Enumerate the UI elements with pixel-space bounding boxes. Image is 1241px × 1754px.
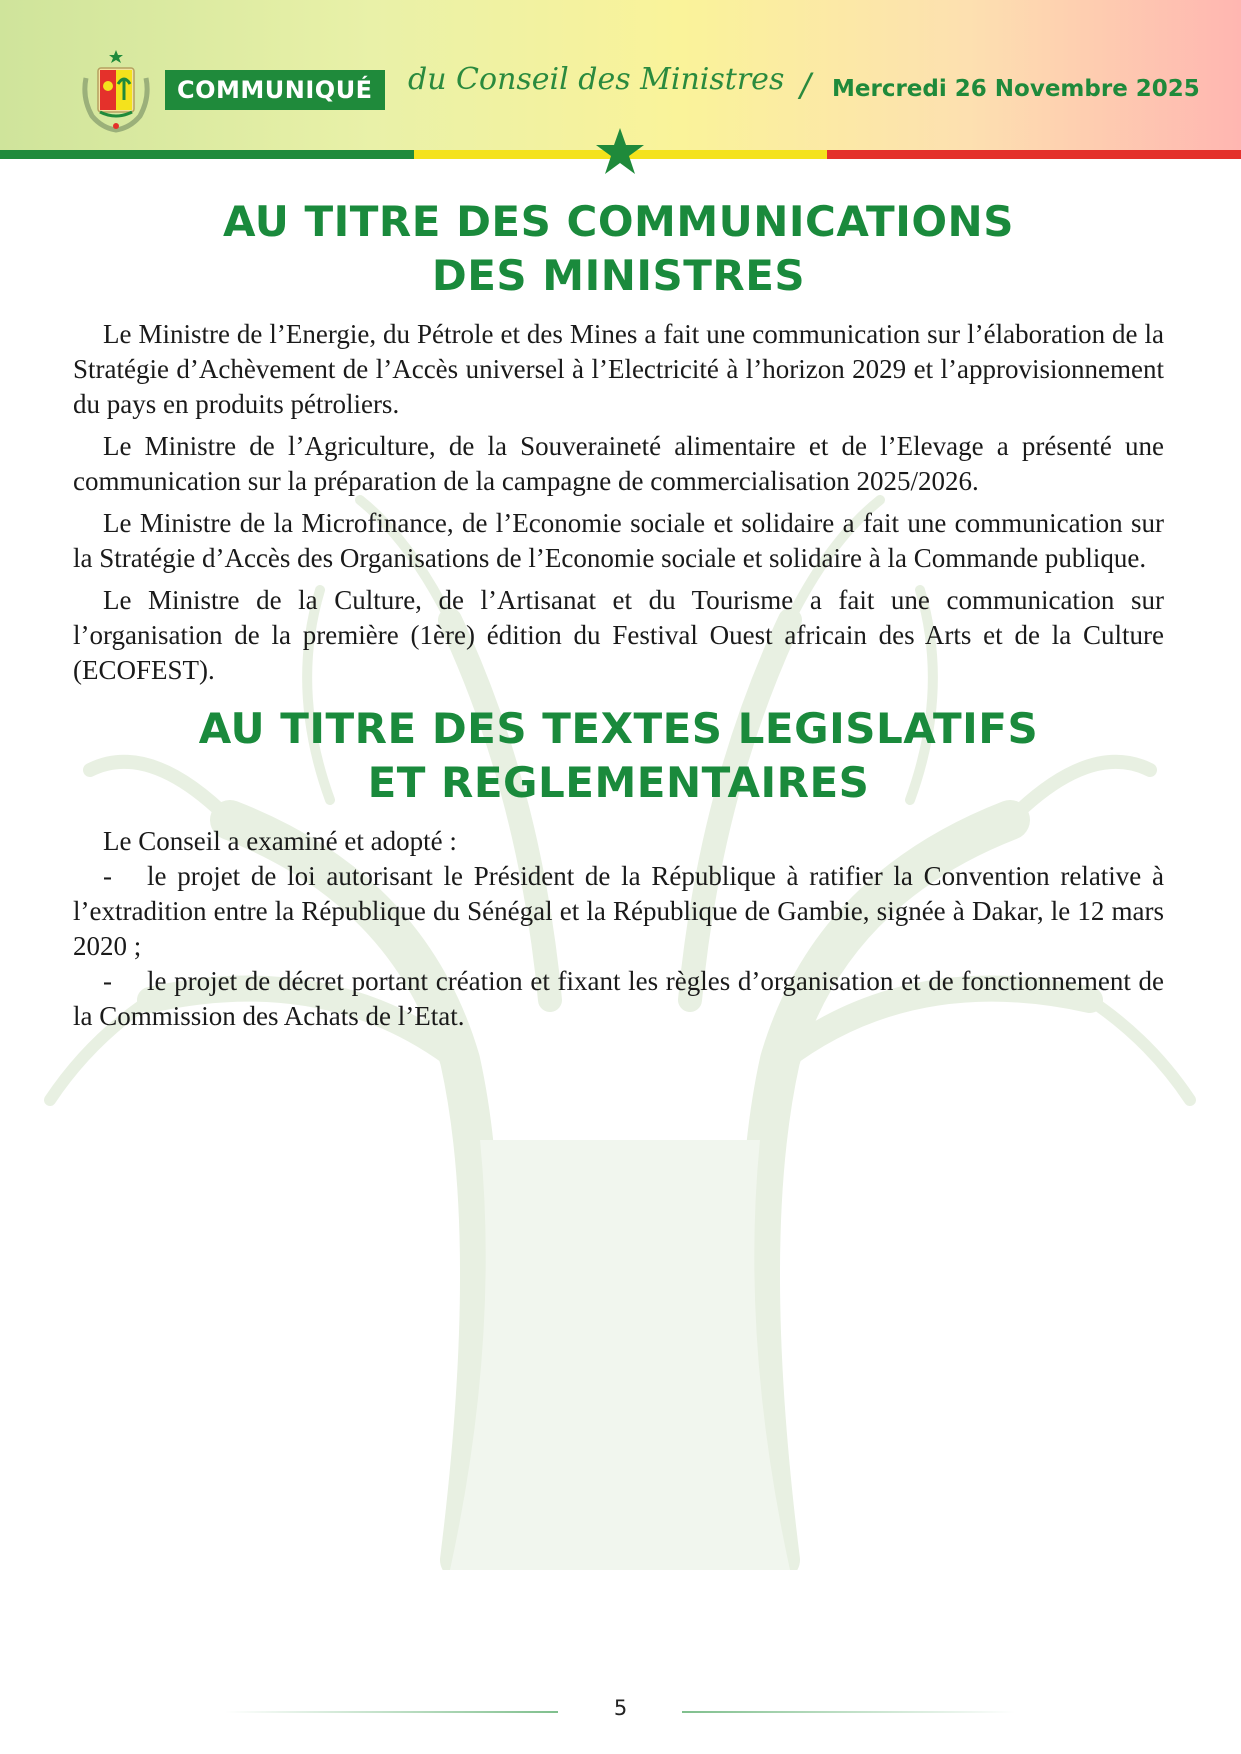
list-item xyxy=(73,859,1164,964)
title-line: AU TITRE DES TEXTES LEGISLATIFS xyxy=(198,704,1039,753)
section-title-communications xyxy=(73,195,1164,303)
green-star-icon xyxy=(594,126,646,178)
header-separator: / xyxy=(800,66,811,104)
header-date: Mercredi 26 Novembre 2025 xyxy=(832,76,1200,102)
conseil-subtitle: du Conseil des Ministres xyxy=(408,62,785,97)
senegal-coat-of-arms-icon xyxy=(78,48,154,134)
list-dash: - xyxy=(103,966,112,996)
communications-list xyxy=(73,317,1164,688)
intro-paragraph: Le Conseil a examiné et adopté : xyxy=(103,826,457,856)
paragraph: Le Ministre de l’Agriculture, de la Souveraineté alimentaire et de l’Elevage a présenté une communication sur la préparation de la campagne de commercialisation 2025/2026. xyxy=(73,431,1164,496)
paragraph: Le Ministre de la Microfinance, de l’Economie sociale et solidaire a fait une communication sur la Stratégie d’Accès des Organisations de l’Economie sociale et solidaire à la Commande publique. xyxy=(73,508,1164,573)
section-title-textes xyxy=(73,702,1164,810)
page-number: 5 xyxy=(613,1696,628,1720)
paragraph: Le Ministre de la Culture, de l’Artisanat et du Tourisme a fait une communication sur l’organisation de la première (1ère) édition du Festival Ouest africain des Arts et de la Culture (ECOFEST). xyxy=(73,585,1164,685)
list-item-text: le projet de décret portant création et fixant les règles d’organisation et de fonctionnement de la Commission des Achats de l’Etat. xyxy=(73,966,1164,1031)
paragraph: Le Ministre de l’Energie, du Pétrole et des Mines a fait une communication sur l’élaboration de la Stratégie d’Achèvement de l’Accès universel à l’Electricité à l’horizon 2029 et l’approvisionnement du pays en produits pétroliers. xyxy=(73,319,1164,419)
communique-badge: COMMUNIQUÉ xyxy=(165,70,385,110)
list-item-text: le projet de loi autorisant le Président de la République à ratifier la Convention relative à l’extradition entre la République du Sénégal et la République de Gambie, signée à Dakar, le 12 mars 2020 ; xyxy=(73,861,1164,961)
flag-green-stripe xyxy=(0,150,414,159)
footer-divider-left xyxy=(225,1711,558,1713)
title-line: AU TITRE DES COMMUNICATIONS xyxy=(223,197,1014,246)
title-line: DES MINISTRES xyxy=(431,251,806,300)
title-line: ET REGLEMENTAIRES xyxy=(367,758,870,807)
footer-divider-right xyxy=(682,1711,1015,1713)
list-dash: - xyxy=(103,861,112,891)
flag-red-stripe xyxy=(827,150,1241,159)
document-body xyxy=(73,195,1164,1034)
list-item xyxy=(73,964,1164,1034)
